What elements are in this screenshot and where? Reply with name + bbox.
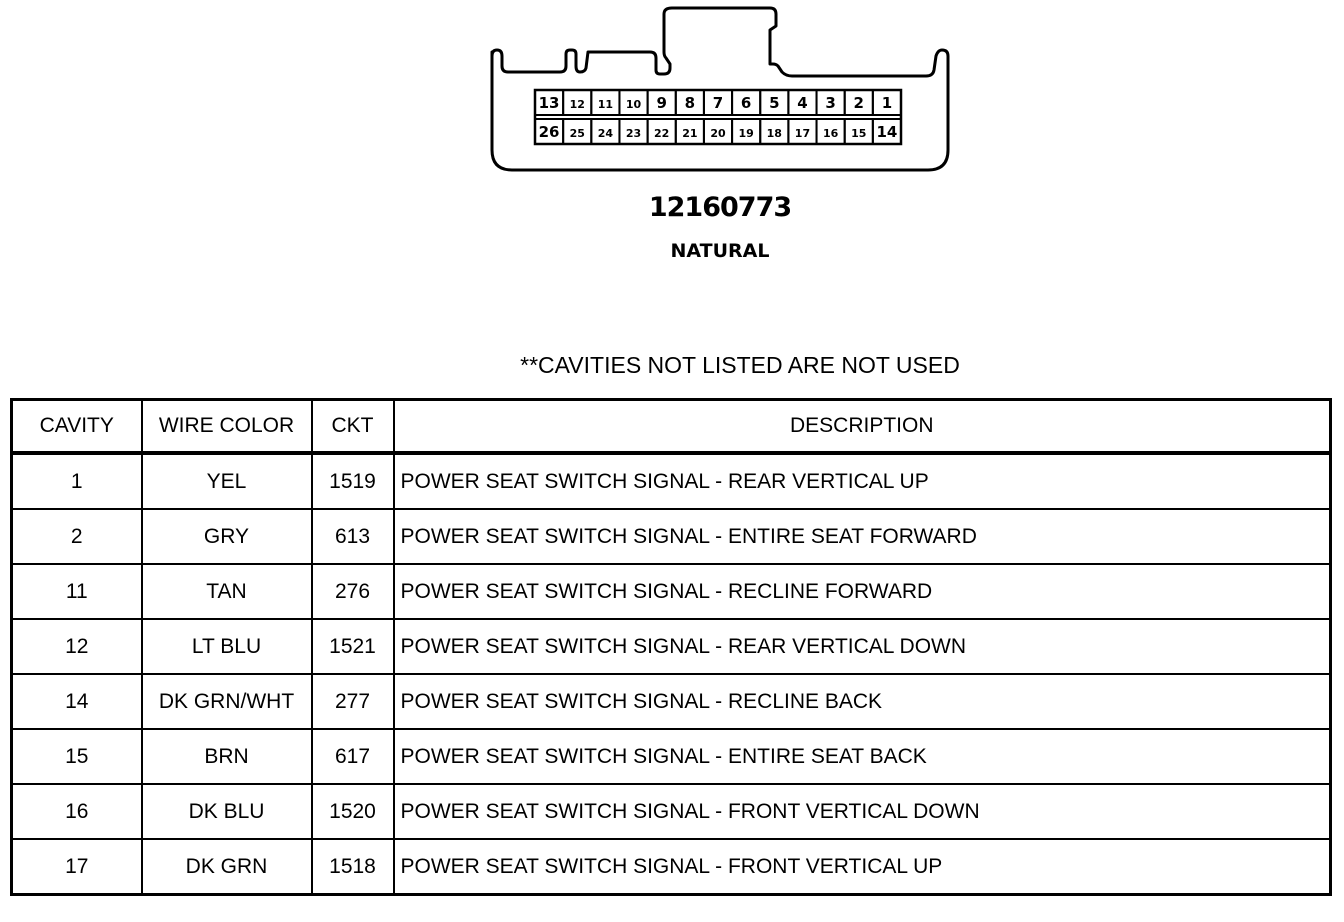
cavity-number: 6 [740, 94, 752, 112]
table-row [12, 784, 1331, 839]
cavity-number: 15 [851, 127, 867, 140]
cell-cavity: 1 [12, 453, 142, 509]
cavity-grid [535, 90, 901, 144]
cell-wire-color: DK BLU [142, 784, 312, 839]
cavity-number: 10 [625, 98, 642, 111]
cell-ckt: 277 [312, 674, 394, 729]
cavity-number: 16 [822, 127, 839, 140]
cell-wire-color: GRY [142, 509, 312, 564]
cavity-number: 13 [538, 94, 560, 112]
cavity-table [10, 398, 1332, 896]
cell-wire-color: DK GRN [142, 839, 312, 895]
cell-ckt: 276 [312, 564, 394, 619]
cavity-number: 23 [625, 127, 642, 140]
cell-description: POWER SEAT SWITCH SIGNAL - RECLINE FORWARD [394, 564, 1331, 619]
table-row [12, 674, 1331, 729]
cell-cavity: 17 [12, 839, 142, 895]
cell-wire-color: DK GRN/WHT [142, 674, 312, 729]
cavity-number: 3 [825, 94, 836, 112]
cavity-number: 11 [597, 98, 614, 111]
table-row [12, 564, 1331, 619]
cavity-number: 19 [738, 127, 754, 140]
table-row [12, 729, 1331, 784]
table-row [12, 839, 1331, 895]
cell-ckt: 1519 [312, 453, 394, 509]
cell-ckt: 1520 [312, 784, 394, 839]
header-description: DESCRIPTION [394, 400, 1331, 454]
header-ckt: CKT [312, 400, 394, 454]
table-header-row [12, 400, 1331, 454]
cavity-number: 14 [876, 123, 898, 141]
cavity-number: 7 [712, 94, 724, 112]
cell-description: POWER SEAT SWITCH SIGNAL - REAR VERTICAL DOWN [394, 619, 1331, 674]
cavity-number: 26 [538, 123, 560, 141]
cell-ckt: 1521 [312, 619, 394, 674]
cell-ckt: 1518 [312, 839, 394, 895]
table-row [12, 509, 1331, 564]
cell-description: POWER SEAT SWITCH SIGNAL - FRONT VERTICAL UP [394, 839, 1331, 895]
cell-description: POWER SEAT SWITCH SIGNAL - ENTIRE SEAT BACK [394, 729, 1331, 784]
unused-cavities-note: **CAVITIES NOT LISTED ARE NOT USED [520, 352, 960, 378]
cell-cavity: 12 [12, 619, 142, 674]
part-number: 12160773 [648, 192, 792, 223]
cell-wire-color: BRN [142, 729, 312, 784]
cavity-number: 2 [853, 94, 864, 112]
cavity-number: 8 [684, 94, 696, 112]
cell-ckt: 617 [312, 729, 394, 784]
cell-description: POWER SEAT SWITCH SIGNAL - REAR VERTICAL UP [394, 453, 1331, 509]
cell-wire-color: LT BLU [142, 619, 312, 674]
cell-wire-color: TAN [142, 564, 312, 619]
header-wire-color: WIRE COLOR [142, 400, 312, 454]
connector-color: NATURAL [670, 240, 770, 262]
cell-description: POWER SEAT SWITCH SIGNAL - FRONT VERTICAL DOWN [394, 784, 1331, 839]
cavity-number: 21 [682, 127, 698, 140]
cavity-number: 22 [654, 127, 670, 140]
cavity-number: 1 [881, 94, 893, 112]
cavity-number: 18 [766, 127, 782, 140]
cavity-number: 20 [710, 127, 726, 140]
cavity-number: 17 [794, 127, 811, 140]
cell-wire-color: YEL [142, 453, 312, 509]
table-row [12, 619, 1331, 674]
cavity-number: 24 [597, 127, 614, 140]
connector-diagram [480, 0, 960, 180]
cavity-number: 5 [769, 94, 780, 112]
cell-ckt: 613 [312, 509, 394, 564]
cell-cavity: 11 [12, 564, 142, 619]
cavity-number: 4 [797, 94, 808, 112]
cavity-number: 9 [656, 94, 667, 112]
cavity-number: 12 [569, 98, 585, 111]
cell-cavity: 15 [12, 729, 142, 784]
header-cavity: CAVITY [12, 400, 142, 454]
cell-cavity: 14 [12, 674, 142, 729]
cell-description: POWER SEAT SWITCH SIGNAL - ENTIRE SEAT FORWARD [394, 509, 1331, 564]
table-row [12, 453, 1331, 509]
cell-cavity: 2 [12, 509, 142, 564]
cell-description: POWER SEAT SWITCH SIGNAL - RECLINE BACK [394, 674, 1331, 729]
cavity-number: 25 [569, 127, 585, 140]
cell-cavity: 16 [12, 784, 142, 839]
